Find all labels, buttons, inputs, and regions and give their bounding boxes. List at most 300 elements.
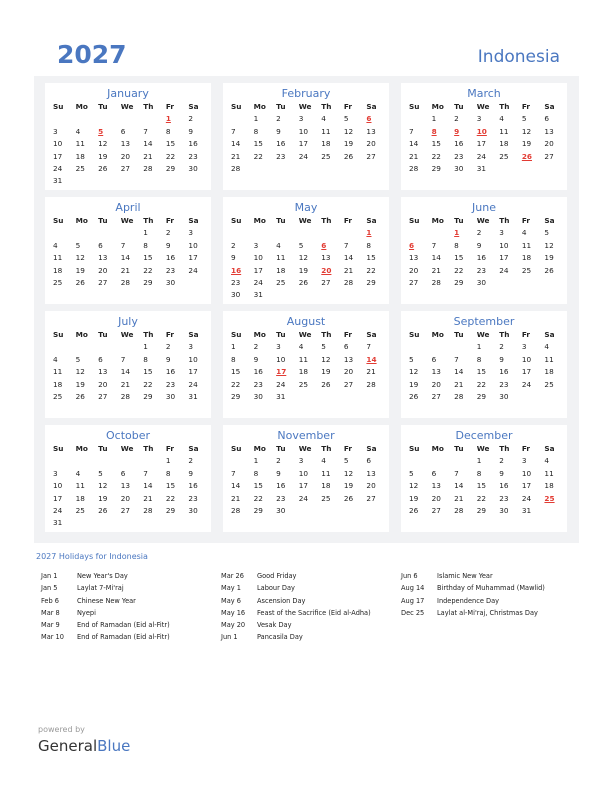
weekday-header: Sa <box>188 444 199 453</box>
day-cell: 16 <box>165 253 176 263</box>
holiday-row <box>401 572 545 584</box>
day-cell: 11 <box>544 468 554 478</box>
weekday-header: Sa <box>544 330 555 339</box>
weekday-header: Mo <box>75 102 88 111</box>
day-cell: 14 <box>120 367 130 377</box>
day-cell: 22 <box>366 265 376 275</box>
month-grid <box>227 329 385 403</box>
month-title: August <box>286 315 326 328</box>
weekday-header: Tu <box>98 102 108 111</box>
day-cell: 26 <box>409 505 419 515</box>
holiday-row <box>401 584 545 596</box>
country-title: Indonesia <box>477 47 560 67</box>
day-cell: 15 <box>165 139 176 149</box>
day-cell: 17 <box>521 481 532 491</box>
day-cell: 25 <box>298 379 308 389</box>
day-cell: 13 <box>409 253 419 263</box>
day-cell: 4 <box>321 114 326 124</box>
day-cell: 16 <box>188 139 198 149</box>
day-cell: 5 <box>75 240 81 250</box>
day-cell: 2 <box>188 456 194 466</box>
weekday-header: Mo <box>253 102 266 111</box>
day-cell: 23 <box>499 379 509 389</box>
day-cell: 12 <box>98 481 108 491</box>
empty-cell <box>340 227 363 239</box>
day-cell: 7 <box>231 468 236 478</box>
month-title: April <box>115 201 141 214</box>
day-cell: 13 <box>321 253 331 263</box>
month-title: January <box>107 87 149 100</box>
month-october <box>45 425 211 532</box>
month-december <box>401 425 567 532</box>
day-cell: 5 <box>521 114 527 124</box>
weekday-header: Su <box>53 102 64 111</box>
holiday-name: Independence Day <box>437 596 500 605</box>
day-cell: 22 <box>476 379 486 389</box>
day-cell: 24 <box>298 151 308 161</box>
weekday-header: Mo <box>431 444 444 453</box>
month-grid <box>49 215 207 289</box>
empty-cell <box>139 113 162 125</box>
day-cell: 20 <box>366 481 376 491</box>
empty-cell <box>94 341 117 353</box>
day-cell: 20 <box>431 493 441 503</box>
day-cell: 26 <box>321 379 331 389</box>
weekday-header: We <box>298 102 312 111</box>
day-cell: 5 <box>321 342 326 352</box>
empty-cell <box>317 227 340 239</box>
day-cell: 1 <box>253 114 259 124</box>
day-cell: 29 <box>454 277 464 287</box>
day-cell: 25 <box>321 151 331 161</box>
empty-cell <box>94 113 117 125</box>
day-cell: 24 <box>276 379 286 389</box>
day-cell: 13 <box>431 367 441 377</box>
weekday-header: Su <box>53 216 64 225</box>
day-cell: 10 <box>499 240 509 250</box>
day-cell: 9 <box>188 126 194 136</box>
day-cell: 7 <box>120 354 126 364</box>
day-cell: 2 <box>499 456 504 466</box>
day-cell: 15 <box>143 367 153 377</box>
month-grid <box>49 329 207 403</box>
day-cell: 24 <box>53 505 63 515</box>
day-cell: 26 <box>544 265 554 275</box>
weekday-header: Sa <box>366 444 377 453</box>
day-cell: 10 <box>298 126 308 136</box>
day-cell: 30 <box>454 163 464 173</box>
holiday-day-cell: 1 <box>454 228 460 238</box>
day-cell: 11 <box>521 240 532 250</box>
day-cell: 28 <box>431 277 441 287</box>
day-cell: 14 <box>120 253 130 263</box>
day-cell: 24 <box>188 265 198 275</box>
month-july <box>45 311 211 418</box>
day-cell: 19 <box>298 265 308 275</box>
day-cell: 19 <box>343 139 354 149</box>
day-cell: 30 <box>165 277 176 287</box>
day-cell: 28 <box>409 163 419 173</box>
day-cell: 16 <box>476 253 486 263</box>
weekday-header: Fr <box>343 444 352 453</box>
day-cell: 29 <box>476 505 486 515</box>
day-cell: 26 <box>343 151 354 161</box>
day-cell: 17 <box>53 493 63 503</box>
day-cell: 28 <box>454 505 464 515</box>
day-cell: 6 <box>120 468 126 478</box>
day-cell: 21 <box>143 493 153 503</box>
day-cell: 15 <box>476 481 486 491</box>
month-grid <box>405 101 563 175</box>
day-cell: 4 <box>75 126 81 136</box>
month-grid <box>405 329 563 403</box>
holiday-day-cell: 8 <box>431 126 437 136</box>
holiday-column <box>221 572 371 646</box>
day-cell: 4 <box>53 240 58 250</box>
weekday-header: We <box>298 216 312 225</box>
day-cell: 29 <box>165 163 176 173</box>
day-cell: 12 <box>521 126 532 136</box>
holiday-date: Aug 14 <box>401 584 425 593</box>
holiday-name: New Year's Day <box>77 572 128 580</box>
holiday-name: End of Ramadan (Eid al-Fitr) <box>77 633 170 642</box>
empty-cell <box>227 455 250 467</box>
day-cell: 5 <box>409 354 414 364</box>
holiday-date: Mar 9 <box>41 621 60 630</box>
day-cell: 8 <box>253 126 259 136</box>
day-cell: 19 <box>98 493 108 503</box>
day-cell: 14 <box>143 139 153 149</box>
day-cell: 17 <box>298 139 308 149</box>
day-cell: 25 <box>75 505 85 515</box>
day-cell: 12 <box>544 240 554 250</box>
holiday-day-cell: 17 <box>276 367 287 377</box>
day-cell: 10 <box>276 354 286 364</box>
day-cell: 8 <box>454 240 459 250</box>
day-cell: 22 <box>143 379 153 389</box>
holiday-row <box>401 597 545 609</box>
day-cell: 24 <box>253 277 263 287</box>
day-cell: 16 <box>276 139 286 149</box>
day-cell: 7 <box>366 342 372 352</box>
weekday-header: Sa <box>544 216 555 225</box>
month-april <box>45 197 211 304</box>
day-cell: 1 <box>143 228 148 238</box>
day-cell: 5 <box>98 468 103 478</box>
holiday-day-cell: 16 <box>231 265 242 275</box>
day-cell: 13 <box>544 126 554 136</box>
weekday-header: Sa <box>544 102 555 111</box>
day-cell: 20 <box>544 139 554 149</box>
day-cell: 27 <box>321 277 331 287</box>
holiday-row <box>41 597 170 609</box>
day-cell: 10 <box>253 253 263 263</box>
day-cell: 24 <box>188 379 198 389</box>
day-cell: 3 <box>298 456 304 466</box>
day-cell: 18 <box>276 265 286 275</box>
weekday-header: Th <box>499 444 510 453</box>
day-cell: 2 <box>499 342 504 352</box>
day-cell: 21 <box>120 265 130 275</box>
day-cell: 16 <box>499 367 509 377</box>
day-cell: 28 <box>231 505 241 515</box>
day-cell: 14 <box>431 253 441 263</box>
day-cell: 26 <box>343 493 354 503</box>
brand-name-blue: Blue <box>97 737 131 755</box>
day-cell: 27 <box>409 277 419 287</box>
empty-cell <box>94 455 117 467</box>
empty-cell <box>227 227 250 239</box>
day-cell: 25 <box>53 277 63 287</box>
day-cell: 29 <box>231 391 241 401</box>
weekday-header: Tu <box>276 444 286 453</box>
brand-logo <box>38 737 130 755</box>
day-cell: 23 <box>165 379 176 389</box>
day-cell: 9 <box>499 468 504 478</box>
day-cell: 8 <box>143 354 148 364</box>
day-cell: 20 <box>431 379 441 389</box>
month-title: May <box>294 201 318 214</box>
month-title: November <box>277 429 335 442</box>
day-cell: 10 <box>188 240 198 250</box>
day-cell: 3 <box>53 126 58 136</box>
day-cell: 20 <box>98 265 108 275</box>
day-cell: 17 <box>188 367 198 377</box>
holiday-day-cell: 26 <box>521 151 532 161</box>
day-cell: 10 <box>53 481 63 491</box>
day-cell: 29 <box>253 505 263 515</box>
weekday-header: We <box>476 216 490 225</box>
day-cell: 4 <box>544 342 550 352</box>
holiday-date: May 1 <box>221 584 241 593</box>
day-cell: 12 <box>321 354 331 364</box>
day-cell: 13 <box>120 481 130 491</box>
holiday-row <box>221 609 371 621</box>
empty-cell <box>72 455 95 467</box>
day-cell: 10 <box>298 468 308 478</box>
day-cell: 12 <box>98 139 108 149</box>
weekday-header: Th <box>321 102 332 111</box>
empty-cell <box>117 341 140 353</box>
day-cell: 15 <box>165 481 176 491</box>
weekday-header: Su <box>231 102 242 111</box>
holiday-name: Ascension Day <box>257 596 306 605</box>
day-cell: 14 <box>231 139 241 149</box>
day-cell: 8 <box>476 354 482 364</box>
day-cell: 3 <box>53 468 58 478</box>
day-cell: 18 <box>544 367 554 377</box>
day-cell: 1 <box>253 456 259 466</box>
weekday-header: Su <box>53 444 64 453</box>
day-cell: 30 <box>253 391 263 401</box>
day-cell: 17 <box>53 151 63 161</box>
weekday-header: Tu <box>454 444 464 453</box>
day-cell: 18 <box>298 367 308 377</box>
day-cell: 5 <box>298 240 304 250</box>
day-cell: 22 <box>231 379 241 389</box>
weekday-header: Mo <box>431 216 444 225</box>
holiday-date: Mar 26 <box>221 572 244 580</box>
weekday-header: Tu <box>276 330 286 339</box>
day-cell: 27 <box>120 163 130 173</box>
day-cell: 19 <box>75 265 85 275</box>
empty-cell <box>94 227 117 239</box>
day-cell: 28 <box>143 505 153 515</box>
weekday-header: Sa <box>366 216 377 225</box>
day-cell: 4 <box>544 456 550 466</box>
day-cell: 1 <box>165 456 171 466</box>
day-cell: 4 <box>499 114 504 124</box>
weekday-header: We <box>476 444 490 453</box>
weekday-header: Th <box>143 216 154 225</box>
day-cell: 1 <box>431 114 437 124</box>
day-cell: 9 <box>253 354 259 364</box>
day-cell: 4 <box>321 456 326 466</box>
day-cell: 19 <box>343 481 354 491</box>
month-january <box>45 83 211 190</box>
weekday-header: Tu <box>98 444 108 453</box>
day-cell: 26 <box>75 277 85 287</box>
month-may <box>223 197 389 304</box>
day-cell: 21 <box>231 151 241 161</box>
holiday-day-cell: 1 <box>165 114 171 124</box>
weekday-header: We <box>476 330 490 339</box>
day-cell: 15 <box>454 253 464 263</box>
day-cell: 2 <box>231 240 236 250</box>
day-cell: 15 <box>431 139 441 149</box>
empty-cell <box>405 113 428 125</box>
empty-cell <box>272 227 295 239</box>
day-cell: 30 <box>188 505 198 515</box>
empty-cell <box>49 227 72 239</box>
month-grid <box>405 443 563 517</box>
day-cell: 10 <box>521 354 532 364</box>
weekday-header: Fr <box>165 216 174 225</box>
holiday-row <box>221 621 371 633</box>
empty-cell <box>49 113 72 125</box>
day-cell: 30 <box>188 163 198 173</box>
day-cell: 21 <box>454 379 464 389</box>
day-cell: 29 <box>476 391 486 401</box>
day-cell: 15 <box>143 253 153 263</box>
day-cell: 20 <box>120 493 130 503</box>
day-cell: 27 <box>98 277 108 287</box>
day-cell: 9 <box>276 126 281 136</box>
day-cell: 7 <box>143 468 148 478</box>
empty-cell <box>72 227 95 239</box>
day-cell: 1 <box>231 342 236 352</box>
day-cell: 11 <box>276 253 286 263</box>
day-cell: 4 <box>521 228 527 238</box>
holiday-column <box>41 572 170 646</box>
empty-cell <box>117 113 140 125</box>
weekday-header: Su <box>409 330 420 339</box>
day-cell: 8 <box>476 468 482 478</box>
weekday-header: Mo <box>253 216 266 225</box>
day-cell: 24 <box>476 151 486 161</box>
holiday-name: Laylat al-Mi'raj, Christmas Day <box>437 608 538 617</box>
day-cell: 29 <box>366 277 376 287</box>
day-cell: 17 <box>188 253 198 263</box>
holiday-row <box>41 621 170 633</box>
holidays-title: 2027 Holidays for Indonesia <box>36 552 148 561</box>
day-cell: 2 <box>476 228 482 238</box>
holiday-name: Islamic New Year <box>437 572 493 580</box>
holiday-date: Dec 25 <box>401 608 425 617</box>
day-cell: 24 <box>53 163 63 173</box>
day-cell: 6 <box>366 456 372 466</box>
day-cell: 5 <box>343 456 349 466</box>
month-title: September <box>453 315 515 328</box>
day-cell: 24 <box>521 493 532 503</box>
day-cell: 7 <box>431 240 437 250</box>
month-title: March <box>467 87 501 100</box>
day-cell: 23 <box>188 151 198 161</box>
holiday-name: Feast of the Sacrifice (Eid al-Adha) <box>257 608 371 617</box>
empty-cell <box>295 227 318 239</box>
holiday-name: Nyepi <box>77 608 96 617</box>
day-cell: 20 <box>98 379 108 389</box>
day-cell: 22 <box>454 265 464 275</box>
day-cell: 30 <box>165 391 176 401</box>
day-cell: 23 <box>454 151 464 161</box>
weekday-header: Su <box>231 444 242 453</box>
day-cell: 1 <box>476 342 482 352</box>
day-cell: 13 <box>431 481 441 491</box>
weekday-header: Fr <box>165 330 174 339</box>
weekday-header: Tu <box>454 330 464 339</box>
weekday-header: Tu <box>276 216 286 225</box>
weekday-header: Fr <box>165 444 174 453</box>
day-cell: 15 <box>253 481 263 491</box>
day-cell: 11 <box>75 139 85 149</box>
day-cell: 3 <box>476 114 482 124</box>
day-cell: 13 <box>343 354 354 364</box>
day-cell: 27 <box>343 379 354 389</box>
holiday-row <box>221 633 371 645</box>
day-cell: 3 <box>188 342 194 352</box>
day-cell: 17 <box>298 481 308 491</box>
weekday-header: Sa <box>188 102 199 111</box>
day-cell: 11 <box>499 126 509 136</box>
day-cell: 3 <box>521 456 527 466</box>
day-cell: 4 <box>276 240 281 250</box>
day-cell: 13 <box>366 468 376 478</box>
day-cell: 3 <box>188 228 194 238</box>
day-cell: 14 <box>409 139 419 149</box>
day-cell: 6 <box>98 354 103 364</box>
holiday-row <box>41 633 170 645</box>
day-cell: 16 <box>253 367 263 377</box>
holiday-row <box>41 572 170 584</box>
day-cell: 18 <box>53 379 63 389</box>
day-cell: 23 <box>165 265 176 275</box>
day-cell: 30 <box>276 505 286 515</box>
day-cell: 10 <box>53 139 63 149</box>
day-cell: 30 <box>476 277 486 287</box>
day-cell: 2 <box>165 228 171 238</box>
day-cell: 31 <box>53 518 63 528</box>
day-cell: 8 <box>253 468 259 478</box>
holiday-name: Good Friday <box>257 572 297 580</box>
empty-cell <box>117 227 140 239</box>
holiday-date: Feb 6 <box>41 596 59 605</box>
day-cell: 16 <box>276 481 286 491</box>
day-cell: 28 <box>454 391 464 401</box>
weekday-header: Sa <box>544 444 555 453</box>
day-cell: 28 <box>120 391 130 401</box>
day-cell: 7 <box>454 468 459 478</box>
